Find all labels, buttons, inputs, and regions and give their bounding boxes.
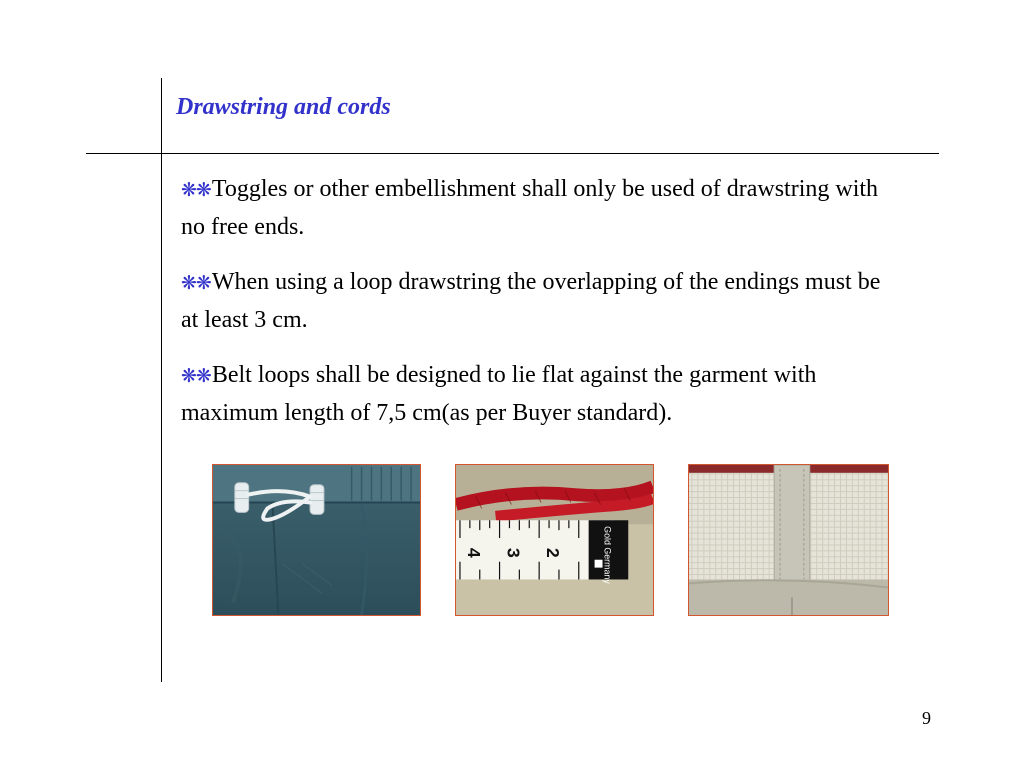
belt-loop-photo	[688, 464, 889, 616]
measuring-tape-illustration	[456, 465, 653, 615]
tape-mark-2: 2	[543, 547, 564, 558]
horizontal-divider	[86, 153, 939, 154]
tape-mark-3: 3	[503, 547, 524, 558]
belt-loop-illustration	[689, 465, 888, 615]
overlap-measurement-photo	[455, 464, 654, 616]
vertical-divider	[161, 78, 162, 682]
bullet-item	[181, 264, 901, 339]
bullet-text: When using a loop drawstring the overlapping of the endings must be at least 3 cm.	[181, 269, 881, 333]
asterisk-bullet-icon: ❋❋	[181, 272, 211, 294]
tape-brand-label: Gold Germany	[602, 526, 613, 584]
bullet-text: Belt loops shall be designed to lie flat against the garment with maximum length of 7,5 cm(as per Buyer standard).	[181, 362, 817, 426]
page-number: 9	[922, 708, 931, 728]
drawstring-toggle-photo	[212, 464, 421, 616]
bullet-text: Toggles or other embellishment shall only be used of drawstring with no free ends.	[181, 176, 879, 240]
bullet-item	[181, 357, 901, 432]
slide-title: Drawstring and cords	[176, 94, 391, 120]
tape-mark-4: 4	[463, 547, 484, 558]
bullet-item	[181, 171, 901, 246]
bullet-list	[181, 171, 901, 450]
asterisk-bullet-icon: ❋❋	[181, 179, 211, 201]
drawstring-toggle-illustration	[213, 465, 420, 615]
asterisk-bullet-icon: ❋❋	[181, 365, 211, 387]
